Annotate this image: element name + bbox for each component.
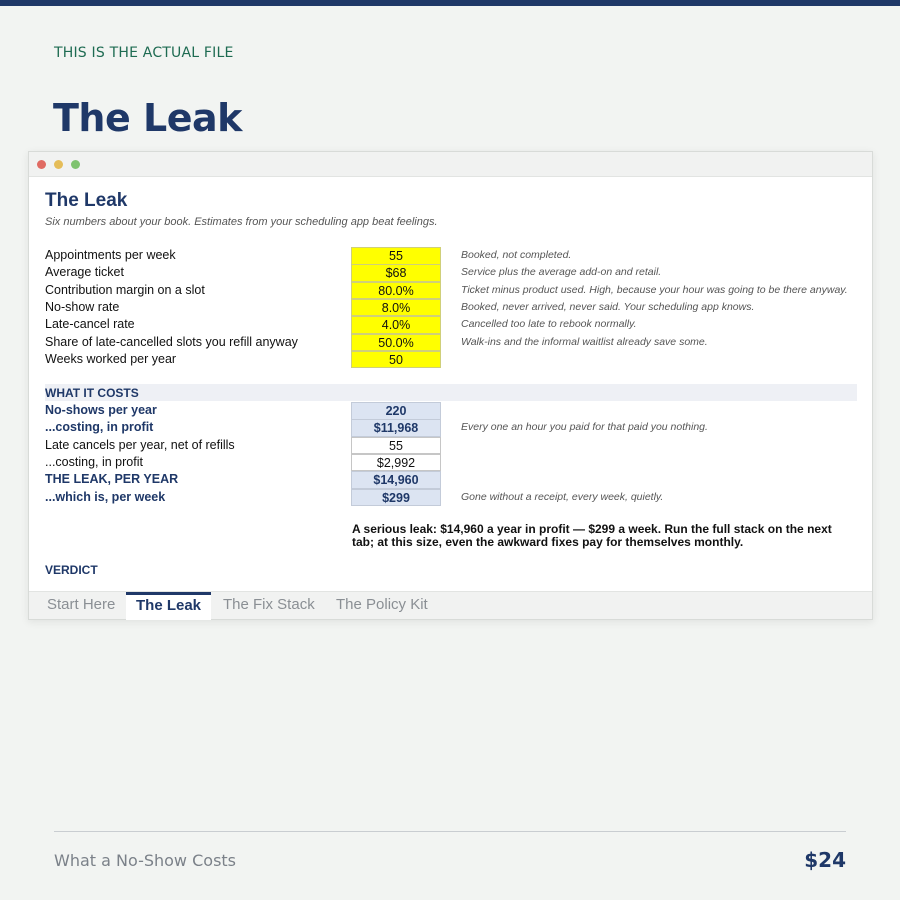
input-cell[interactable]: 55	[351, 247, 441, 265]
tab-the-policy-kit[interactable]: The Policy Kit	[336, 596, 428, 613]
row-label: Weeks worked per year	[45, 351, 177, 366]
verdict-label: VERDICT	[45, 563, 98, 577]
input-cell[interactable]: 80.0%	[351, 282, 441, 300]
sheet-subtitle: Six numbers about your book. Estimates from your scheduling app beat feelings.	[45, 216, 438, 228]
tab-the-leak[interactable]: The Leak	[126, 592, 211, 620]
cost-row	[45, 454, 857, 471]
row-note: Walk-ins and the informal waitlist already save some.	[461, 335, 708, 348]
tab-start-here[interactable]: Start Here	[47, 596, 116, 613]
calc-cell[interactable]: $14,960	[351, 471, 441, 489]
sheet-tab-bar	[29, 591, 872, 619]
row-note: Cancelled too late to rebook normally.	[461, 318, 637, 331]
row-label: THE LEAK, PER YEAR	[45, 472, 179, 487]
row-label: ...costing, in profit	[45, 454, 143, 469]
minimize-window-dot-icon[interactable]	[54, 160, 63, 169]
input-cell[interactable]: 8.0%	[351, 299, 441, 317]
row-label: ...costing, in profit	[45, 420, 154, 435]
row-note: Gone without a receipt, every week, quietly.	[461, 490, 664, 503]
row-label: Appointments per week	[45, 248, 176, 262]
input-cell[interactable]: 4.0%	[351, 316, 441, 334]
calc-cell[interactable]: $11,968	[351, 419, 441, 437]
section-header	[45, 384, 857, 401]
summary-text: A serious leak: $14,960 a year in profit — $299 a week. Run the full stack on the next tab; at this size, even the awkward fixes pay for themselves monthly.	[352, 522, 832, 549]
calc-cell[interactable]: $299	[351, 489, 441, 507]
page-title: The Leak	[53, 96, 242, 140]
cost-row	[45, 402, 857, 419]
cost-row	[45, 489, 857, 506]
row-label: Contribution margin on a slot	[45, 282, 205, 297]
input-row	[45, 264, 857, 281]
eyebrow-label: THIS IS THE ACTUAL FILE	[54, 45, 234, 61]
row-note: Booked, not completed.	[461, 249, 572, 261]
row-label: Share of late-cancelled slots you refill anyway	[45, 334, 298, 349]
spreadsheet-window	[28, 151, 873, 620]
row-label: Late cancels per year, net of refills	[45, 437, 235, 452]
input-row	[45, 299, 857, 316]
footer-price: $24	[804, 848, 846, 872]
input-row	[45, 247, 857, 264]
section-header-label: WHAT IT COSTS	[45, 386, 139, 400]
input-row	[45, 351, 857, 368]
sheet-title: The Leak	[45, 190, 128, 211]
row-note: Service plus the average add-on and retail.	[461, 266, 662, 279]
cost-row	[45, 419, 857, 436]
footer-divider	[54, 831, 846, 832]
input-row	[45, 316, 857, 333]
row-label: No-shows per year	[45, 403, 157, 417]
sheet-body	[29, 177, 872, 591]
row-note: Ticket minus product used. High, because your hour was going to be there anyway.	[461, 283, 848, 296]
close-window-dot-icon[interactable]	[37, 160, 46, 169]
maximize-window-dot-icon[interactable]	[71, 160, 80, 169]
input-row	[45, 282, 857, 299]
input-cell[interactable]: $68	[351, 264, 441, 282]
calc-cell[interactable]: $2,992	[351, 454, 441, 472]
row-label: ...which is, per week	[45, 489, 166, 504]
row-label: No-show rate	[45, 299, 120, 314]
footer-product-name: What a No-Show Costs	[54, 851, 237, 870]
tab-the-fix-stack[interactable]: The Fix Stack	[223, 596, 315, 613]
row-label: Late-cancel rate	[45, 317, 135, 332]
cost-row	[45, 471, 857, 488]
cost-row	[45, 437, 857, 454]
row-note: Booked, never arrived, never said. Your scheduling app knows.	[461, 300, 755, 313]
calc-cell[interactable]: 55	[351, 437, 441, 455]
input-row	[45, 334, 857, 351]
top-accent-bar	[0, 0, 900, 6]
window-titlebar	[29, 152, 872, 177]
row-note: Every one an hour you paid for that paid you nothing.	[461, 421, 708, 434]
input-cell[interactable]: 50.0%	[351, 334, 441, 352]
input-cell[interactable]: 50	[351, 351, 441, 369]
calc-cell[interactable]: 220	[351, 402, 441, 420]
row-label: Average ticket	[45, 265, 124, 280]
